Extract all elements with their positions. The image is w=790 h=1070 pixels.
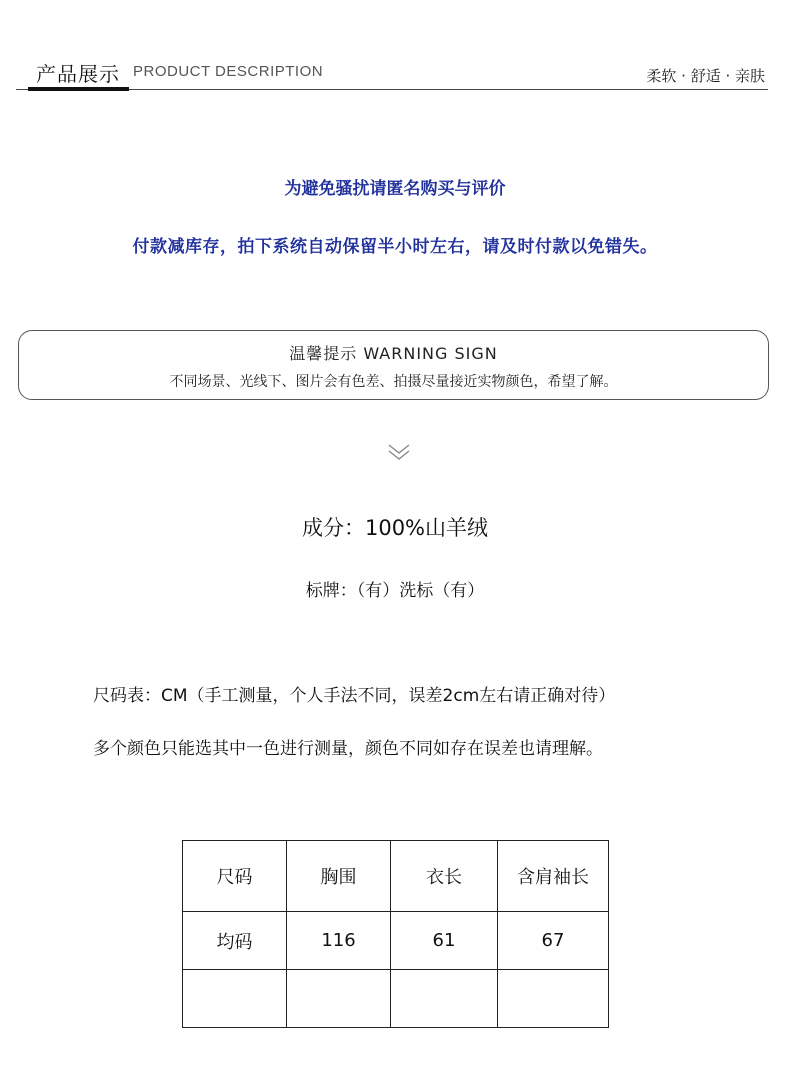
section-header: [0, 0, 790, 100]
section-title-english: PRODUCT DESCRIPTION: [133, 63, 324, 80]
table-cell: [391, 970, 498, 1028]
size-table: [182, 840, 609, 1028]
table-cell: 116: [287, 912, 391, 970]
section-title: 产品展示: [36, 62, 120, 86]
table-cell: [287, 970, 391, 1028]
color-measurement-note: 多个颜色只能选其中一色进行测量，颜色不同如存在误差也请理解。: [93, 739, 603, 759]
anonymous-purchase-notice: 为避免骚扰请匿名购买与评价: [284, 179, 506, 199]
table-row: [183, 970, 609, 1028]
table-header-row: [183, 841, 609, 912]
warning-box: [18, 330, 769, 400]
table-cell: 67: [498, 912, 609, 970]
table-header-cell: 衣长: [391, 841, 498, 912]
table-cell: [183, 970, 287, 1028]
table-row: [183, 912, 609, 970]
warning-title: 温馨提示 WARNING SIGN: [289, 344, 498, 363]
size-chart-note: 尺码表：CM（手工测量，个人手法不同，误差2cm左右请正确对待）: [93, 686, 616, 706]
tagline: 柔软 · 舒适 · 亲肤: [646, 67, 765, 85]
table-header-cell: 尺码: [183, 841, 287, 912]
header-accent-bar: [28, 87, 129, 91]
table-cell: 均码: [183, 912, 287, 970]
material-composition: 成分：100%山羊绒: [301, 516, 489, 540]
table-header-cell: 含肩袖长: [498, 841, 609, 912]
warning-text: 不同场景、光线下、图片会有色差、拍摄尽量接近实物颜色，希望了解。: [169, 374, 618, 390]
table-cell: 61: [391, 912, 498, 970]
table-cell: [498, 970, 609, 1028]
table-header-cell: 胸围: [287, 841, 391, 912]
label-info: 标牌：（有）洗标（有）: [305, 581, 485, 601]
payment-notice: 付款减库存，拍下系统自动保留半小时左右，请及时付款以免错失。: [132, 237, 658, 257]
double-chevron-down-icon: [386, 442, 412, 464]
